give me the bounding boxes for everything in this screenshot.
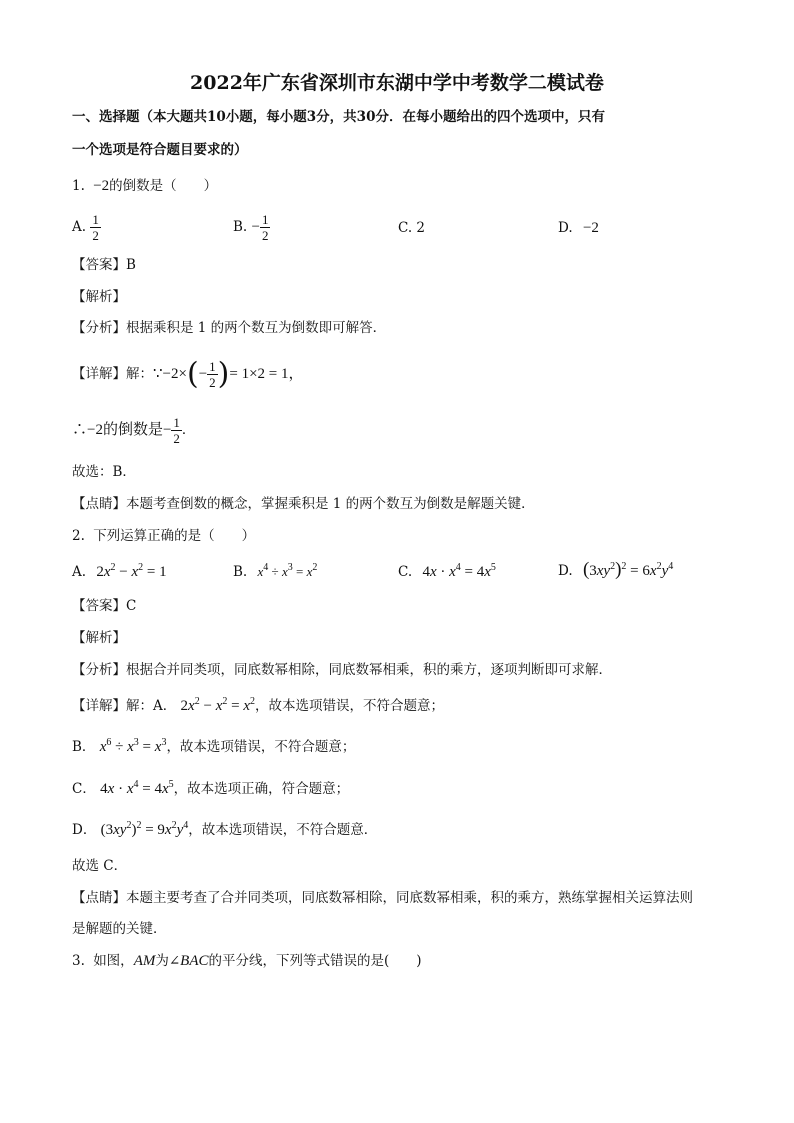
- fenxi-label: 【分析】: [72, 662, 126, 678]
- q3-am: AM: [133, 953, 156, 969]
- detail-d-suffix: ，故本选项错误，不符合题意．: [188, 822, 378, 838]
- answer-label: 【答案】: [72, 598, 126, 614]
- therefore-text: ∴−2的倒数是−: [72, 422, 172, 438]
- q1-stem: [72, 176, 217, 196]
- q2-option-c: C. $4x \cdot x^4 = 4x^5$: [398, 562, 496, 580]
- dianjing-text: 本题主要考查了合并同类项，同底数幂相除，同底数幂相乘，积的乘方，熟练掌握相关运算法则: [126, 890, 693, 906]
- q2-detail-b: B． $x^6 \div x^3 = x^3$，故本选项错误，不符合题意；: [72, 737, 356, 755]
- numerator: 1: [92, 212, 99, 227]
- minus-sign: −: [198, 366, 208, 382]
- q2-answer: [72, 596, 136, 616]
- q1-option-c: C. 2: [398, 220, 426, 236]
- q3-number: 3.: [72, 953, 85, 969]
- q1-dianjing: [72, 494, 535, 514]
- detail-result: = 1×2 = 1，: [229, 366, 304, 382]
- q2-dianjing-line2: 是解题的关键．: [72, 921, 167, 937]
- q2-detail-a: 【详解】解：A． $2x^2 - x^2 = x^2$，故本选项错误，不符合题意；: [72, 696, 444, 714]
- dianjing-label: 【点睛】: [72, 496, 126, 512]
- q2-fenxi: [72, 660, 612, 680]
- q1-therefore: [72, 415, 195, 446]
- q1-option-a: [72, 212, 101, 243]
- q3-bac: BAC: [180, 953, 209, 969]
- q1-option-b: [233, 212, 270, 243]
- minus-sign: −: [251, 219, 260, 235]
- q2-detail-c: C． $4x \cdot x^4 = 4x^5$，故本选项正确，符合题意；: [72, 779, 350, 797]
- detail-b-suffix: ，故本选项错误，不符合题意；: [166, 739, 356, 755]
- detail-c-suffix: ，故本选项正确，符合题意；: [173, 781, 350, 797]
- q1-fenxi: [72, 318, 386, 338]
- detail-prefix: 解：: [126, 366, 153, 382]
- fraction: [260, 212, 271, 243]
- q1-option-d: [558, 218, 599, 238]
- q3-text: 的平分线，下列等式错误的是( ): [208, 953, 422, 969]
- dianjing-text: 本题考查倒数的概念，掌握乘积是 1 的两个数互为倒数是解题关键．: [126, 496, 535, 512]
- q2-option-b: B. $x^4 \div x^3 = x^2$: [233, 562, 318, 580]
- answer-value: C: [126, 598, 137, 614]
- denominator: 2: [209, 375, 216, 390]
- section-heading-line2: 一个选项是符合题目要求的）: [72, 142, 248, 158]
- fenxi-text: 根据乘积是 1 的两个数互为倒数即可解答．: [126, 320, 387, 336]
- option-label: B.: [233, 219, 248, 235]
- option-label: C.: [398, 564, 413, 580]
- q1-analysis-label: 【解析】: [72, 289, 126, 305]
- q2-option-a: A. $2x^2 - x^2 = 1$: [72, 562, 167, 580]
- option-label: D.: [558, 563, 573, 579]
- q2-option-d: D. $(3xy^2)^2 = 6x^2y^4$: [558, 559, 674, 580]
- section-heading-line1: 一、选择题（本大题共10小题，每小题3分，共30分．在每小题给出的四个选项中，只有: [72, 109, 605, 125]
- numerator: 1: [209, 359, 216, 374]
- answer-label: 【答案】: [72, 257, 126, 273]
- option-label: A.: [72, 219, 87, 235]
- q1-answer: [72, 255, 136, 275]
- numerator: 1: [173, 415, 180, 430]
- q2-text: 下列运算正确的是（ ）: [93, 528, 256, 544]
- q2-analysis-label: 【解析】: [72, 630, 126, 646]
- denominator: 2: [173, 431, 180, 446]
- q3-text: 为∠: [155, 953, 181, 969]
- detail-c-prefix: C．: [72, 781, 96, 797]
- detail-b-prefix: B．: [72, 739, 96, 755]
- q1-detail: [72, 356, 304, 392]
- q2-number: 2.: [72, 528, 85, 544]
- detail-d-prefix: D．: [72, 822, 97, 838]
- q1-text: 的倒数是（ ）: [109, 178, 218, 194]
- detail-label: 【详解】: [72, 698, 126, 714]
- page-title: 2022年广东省深圳市东湖中学中考数学二模试卷: [190, 72, 604, 94]
- q2-dianjing-line1: [72, 888, 693, 908]
- fenxi-text: 根据合并同类项，同底数幂相除，同底数幂相乘，积的乘方，逐项判断即可求解．: [126, 662, 612, 678]
- q3-text: 如图，: [93, 953, 134, 969]
- q2-stem: [72, 526, 255, 546]
- denominator: 2: [92, 228, 99, 243]
- option-label: A.: [72, 564, 87, 580]
- option-label: B.: [233, 564, 248, 580]
- detail-a-prefix: 解：A．: [126, 698, 177, 714]
- q1-number: 1.: [72, 178, 85, 194]
- right-paren: ): [217, 356, 230, 392]
- fenxi-label: 【分析】: [72, 320, 126, 336]
- fraction: [171, 415, 182, 446]
- detail-because: ∵−2×: [153, 366, 187, 382]
- therefore-end: ．: [181, 422, 196, 438]
- q2-detail-d: D． $(3xy^2)^2 = 9x^2y^4$，故本选项错误，不符合题意．: [72, 820, 378, 838]
- detail-a-suffix: ，故本选项错误，不符合题意；: [255, 698, 444, 714]
- left-paren: (: [186, 356, 199, 392]
- q1-choose: 故选：B．: [72, 464, 136, 480]
- denominator: 2: [261, 228, 269, 243]
- detail-label: 【详解】: [72, 366, 126, 382]
- q2-choose: 故选 C．: [72, 858, 128, 874]
- fraction: [207, 359, 218, 390]
- answer-value: B: [126, 257, 136, 273]
- numerator: 1: [261, 212, 269, 227]
- option-value: −2: [582, 220, 599, 236]
- q1-expr: −2: [93, 178, 110, 194]
- option-label: D.: [558, 220, 573, 236]
- fraction: [90, 212, 101, 243]
- q3-stem: [72, 951, 422, 971]
- dianjing-label: 【点睛】: [72, 890, 126, 906]
